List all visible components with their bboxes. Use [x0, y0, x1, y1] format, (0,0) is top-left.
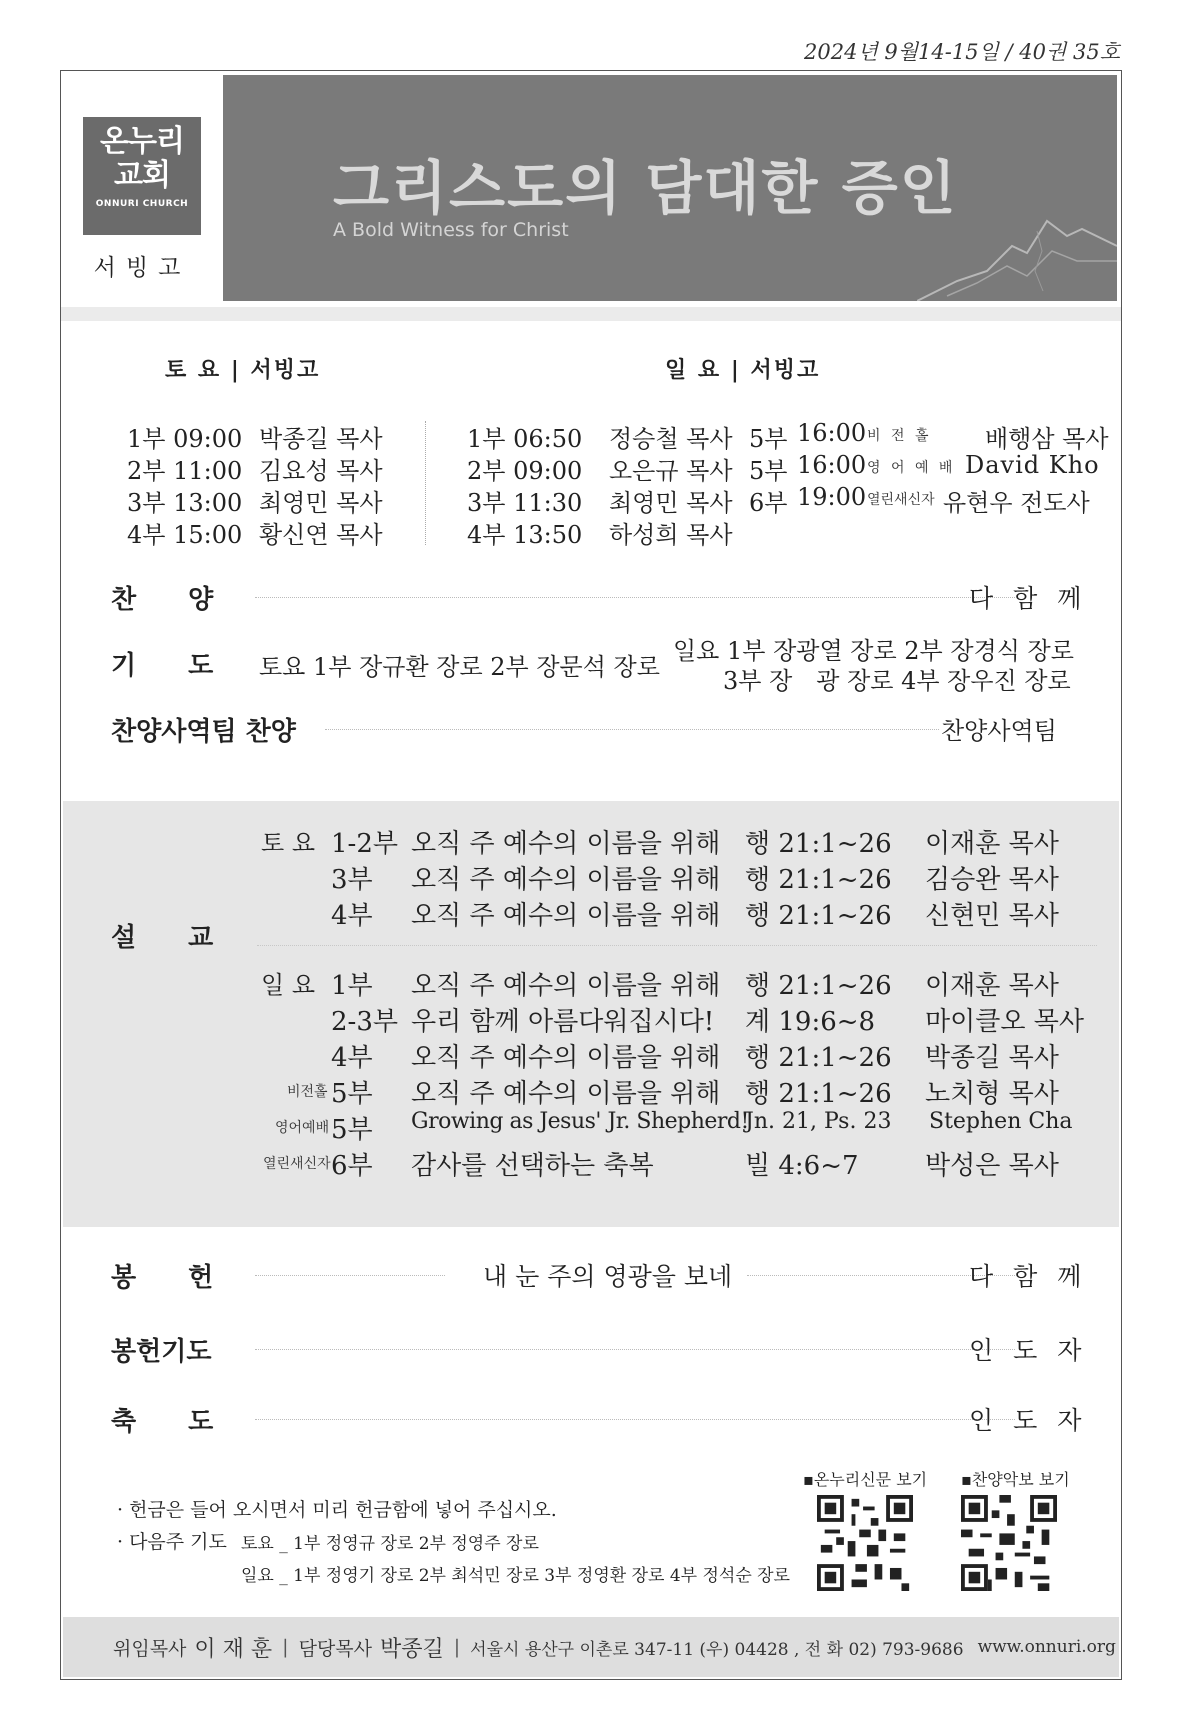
qr-code-icon[interactable]	[817, 1495, 913, 1591]
qr-score-label: ▪찬양악보 보기	[961, 1470, 1070, 1489]
header-separator	[61, 307, 1121, 321]
sermon-note: 비전홀	[287, 1084, 328, 1100]
schedule-divider	[425, 421, 426, 545]
church-address: 서울시 용산구 이촌로 347-11 (우) 04428 , 전 화 02) 793-9686	[470, 1639, 964, 1660]
sermon-sun-row: 6부 감사를 선택하는 축복 빌 4:6~7 박성은 목사	[331, 1151, 1059, 1181]
prayer-sunday-line1: 일요 1부 장광열 장로 2부 장경식 장로	[673, 637, 1074, 665]
sermon-sat-row: 1-2부 오직 주 예수의 이름을 위해 행 21:1~26 이재훈 목사	[331, 829, 1059, 859]
sermon-sat-row: 3부 오직 주 예수의 이름을 위해 행 21:1~26 김승완 목사	[331, 865, 1059, 895]
qr-code-icon[interactable]	[961, 1495, 1057, 1591]
logo-line2: 교회	[114, 158, 170, 193]
lead-pastor-label: 담당목사	[298, 1637, 372, 1660]
sat-service-4: 4부 15:00 황신연 목사	[127, 521, 383, 549]
blessing-right: 인 도 자	[969, 1406, 1088, 1435]
sermon-sun-row: 4부 오직 주 예수의 이름을 위해 행 21:1~26 박종길 목사	[331, 1043, 1059, 1073]
sermon-sun-row: 1부 오직 주 예수의 이름을 위해 행 21:1~26 이재훈 목사	[331, 971, 1059, 1001]
lead-pastor-name: 박종길	[380, 1636, 444, 1662]
special-service-2: 5부 16:00 영 어 예 배 David Kho	[749, 451, 1100, 485]
logo-line1: 온누리	[100, 124, 184, 159]
offering-dots-left	[255, 1275, 445, 1276]
praise-leader-dots	[255, 597, 1015, 598]
sermon-note: 열린새신자	[263, 1156, 331, 1172]
special-service-3: 6부 19:00 열린새신자 유현우 전도사	[749, 483, 1090, 517]
sun-schedule-header: 일 요 | 서빙고	[665, 357, 821, 383]
sermon-sun-row: 5부 Growing as Jesus' Jr. Shepherd! Jn. 21, Ps. 23 Stephen Cha	[331, 1109, 1073, 1145]
sermon-sun-day: 일 요	[261, 971, 315, 999]
footer-divider: |	[282, 1636, 289, 1658]
senior-pastor-name: 이 재 훈	[194, 1636, 273, 1662]
sermon-sun-row: 2-3부 우리 함께 아름다워집시다! 계 19:6~8 마이클오 목사	[331, 1007, 1084, 1037]
offering-prayer-right: 인 도 자	[969, 1336, 1088, 1365]
sermon-divider	[257, 945, 1097, 946]
footer	[63, 1617, 1119, 1677]
sun-service-4: 4부 13:50 하성희 목사	[467, 521, 733, 549]
note-offering: · 헌금은 들어 오시면서 미리 헌금함에 넣어 주십시오.	[117, 1499, 557, 1521]
blessing-label: 축 도	[111, 1407, 214, 1437]
sermon-note: 영어예배	[275, 1120, 330, 1136]
prayer-label: 기 도	[111, 651, 214, 681]
church-website-link[interactable]: www.onnuri.org	[977, 1637, 1116, 1657]
praise-right: 다 함 께	[969, 584, 1088, 613]
note-next-prayer-sat: 토요 _ 1부 정영규 장로 2부 정영주 장로	[241, 1534, 539, 1554]
offering-label: 봉 헌	[111, 1263, 214, 1293]
choir-leader-dots	[325, 729, 939, 730]
note-next-prayer-label: · 다음주 기도	[117, 1531, 227, 1553]
sat-service-2: 2부 11:00 김요성 목사	[127, 457, 383, 485]
sat-service-1: 1부 09:00 박종길 목사	[127, 425, 383, 453]
offering-prayer-dots	[255, 1349, 1015, 1350]
footer-divider: |	[453, 1636, 461, 1658]
logo-sub: ONNURI CHURCH	[95, 199, 189, 209]
offering-song: 내 눈 주의 영광을 보네	[483, 1262, 733, 1291]
theme-title: 그리스도의 담대한 증인	[333, 154, 958, 222]
praise-label: 찬 양	[111, 585, 214, 615]
prayer-saturday: 토요 1부 장규환 장로 2부 장문석 장로	[259, 653, 660, 681]
choir-label: 찬양사역팀 찬양	[111, 717, 296, 747]
theme-subtitle: A Bold Witness for Christ	[333, 219, 569, 241]
special-service-1: 5부 16:00 비 전 홀 배행삼 목사	[749, 419, 1109, 453]
issue-date: 2024년 9월14-15일 / 40권 35호	[804, 40, 1120, 64]
offering-right: 다 함 께	[969, 1262, 1088, 1291]
church-logo	[83, 117, 201, 235]
sun-service-3: 3부 11:30 최영민 목사	[467, 489, 733, 517]
blessing-dots	[255, 1419, 1015, 1420]
sermon-label: 설 교	[111, 923, 214, 953]
sermon-sun-row: 5부 오직 주 예수의 이름을 위해 행 21:1~26 노치형 목사	[331, 1079, 1059, 1109]
campus-name: 서빙고	[93, 255, 191, 281]
note-next-prayer-sun: 일요 _ 1부 정영기 장로 2부 최석민 장로 3부 정영환 장로 4부 정석순 장로	[241, 1566, 790, 1586]
bulletin-frame	[60, 70, 1122, 1680]
sat-schedule-header: 토 요 | 서빙고	[165, 357, 321, 383]
sermon-sat-day: 토 요	[261, 829, 315, 857]
theme-banner	[223, 75, 1117, 301]
offering-prayer-label: 봉헌기도	[111, 1337, 212, 1367]
qr-newspaper-label: ▪온누리신문 보기	[803, 1470, 928, 1489]
sat-service-3: 3부 13:00 최영민 목사	[127, 489, 383, 517]
senior-pastor-label: 위임목사	[113, 1637, 187, 1660]
sermon-sat-row: 4부 오직 주 예수의 이름을 위해 행 21:1~26 신현민 목사	[331, 901, 1059, 931]
sun-service-1: 1부 06:50 정승철 목사	[467, 425, 733, 453]
sun-service-2: 2부 09:00 오은규 목사	[467, 457, 733, 485]
choir-right: 찬양사역팀	[941, 717, 1057, 745]
mountain-icon	[917, 191, 1117, 301]
prayer-sunday-line2: 3부 장 광 장로 4부 장우진 장로	[723, 667, 1071, 695]
